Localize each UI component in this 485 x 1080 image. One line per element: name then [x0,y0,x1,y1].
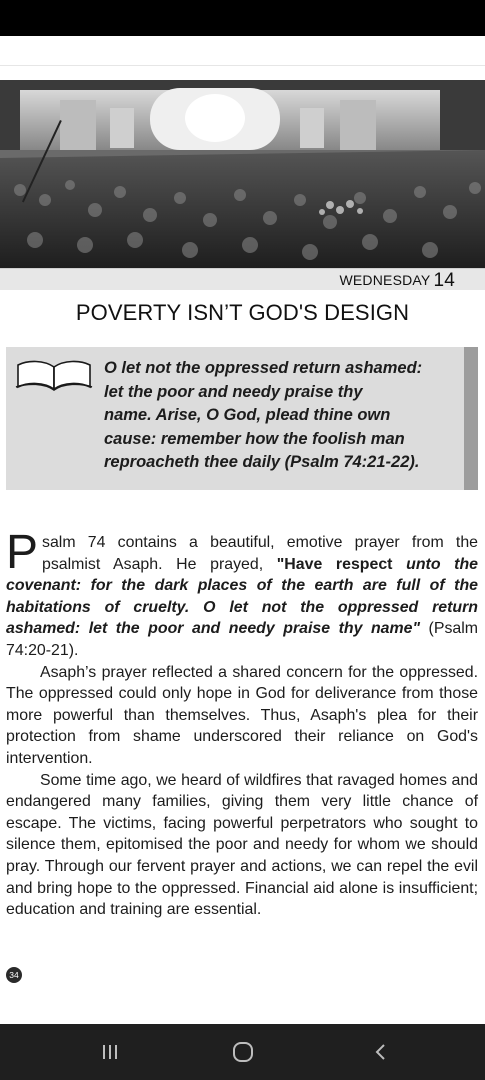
recent-apps-button[interactable] [90,1038,130,1066]
viewer-top-margin [0,36,485,66]
scripture-quote: unto the covenant: for the dark places of the earth are full of the habitations of cruelty. O let not the oppressed return ashamed: let the poor and needy praise thy name" [6,555,478,638]
paragraph-1-intro: salm 74 contains a beautiful, emotive prayer from the psalmist Asaph. He prayed, [42,534,478,573]
verse-line: let the poor and needy praise thy [104,382,363,401]
scripture-reference: (Psalm 74:20-21). [6,620,478,659]
home-button[interactable] [223,1038,263,1066]
open-book-icon [14,357,94,391]
day-number: 14 [433,270,455,291]
verse-box-accent-bar [464,347,478,490]
memory-verse-box [6,347,478,490]
verse-line: name. Arise, O God, plead thine own [104,406,391,424]
navigation-bar [0,1024,485,1080]
paragraph-1 [6,526,478,662]
drop-cap: P [6,526,39,579]
page-number-badge: 34 [6,967,22,983]
back-button[interactable] [360,1038,400,1066]
paragraph-3: Some time ago, we heard of wildfires that ravaged homes and endangered many families, giving them very little chance of escape. The victims, facing powerful perpetrators who sought to silence them, epitomised the poor and needy for whom we should pray. Through our fervent prayer and actions, we can repel the evil and bring hope to the oppressed. Financial aid alone is insufficient; education and training are essential. [6,771,478,919]
article-body [6,526,478,921]
devotional-title: POVERTY ISN’T GOD'S DESIGN [75,300,410,325]
church-crowd-photo [0,80,485,268]
date-strip [0,268,485,290]
paragraph-2: Asaph’s prayer reflected a shared concern for the oppressed. The oppressed could only hope in God for deliverance from those more powerful than themselves. Thus, Asaph's plea for their protection from shame underscored their reliance on God's intervention. [6,663,478,767]
status-bar [0,0,485,36]
recent-apps-icon [101,1044,119,1060]
date-label [339,270,455,292]
verse-line: cause: remember how the foolish man [104,429,405,448]
scripture-quote-start: "Have respect [276,555,407,573]
verse-line: O let not the oppressed return ashamed: [104,359,423,377]
home-icon [232,1041,254,1063]
back-icon [373,1043,387,1061]
memory-verse-text [104,357,462,475]
day-name: WEDNESDAY [339,272,431,288]
verse-line: reproacheth thee daily (Psalm 74:21-22). [104,453,420,471]
